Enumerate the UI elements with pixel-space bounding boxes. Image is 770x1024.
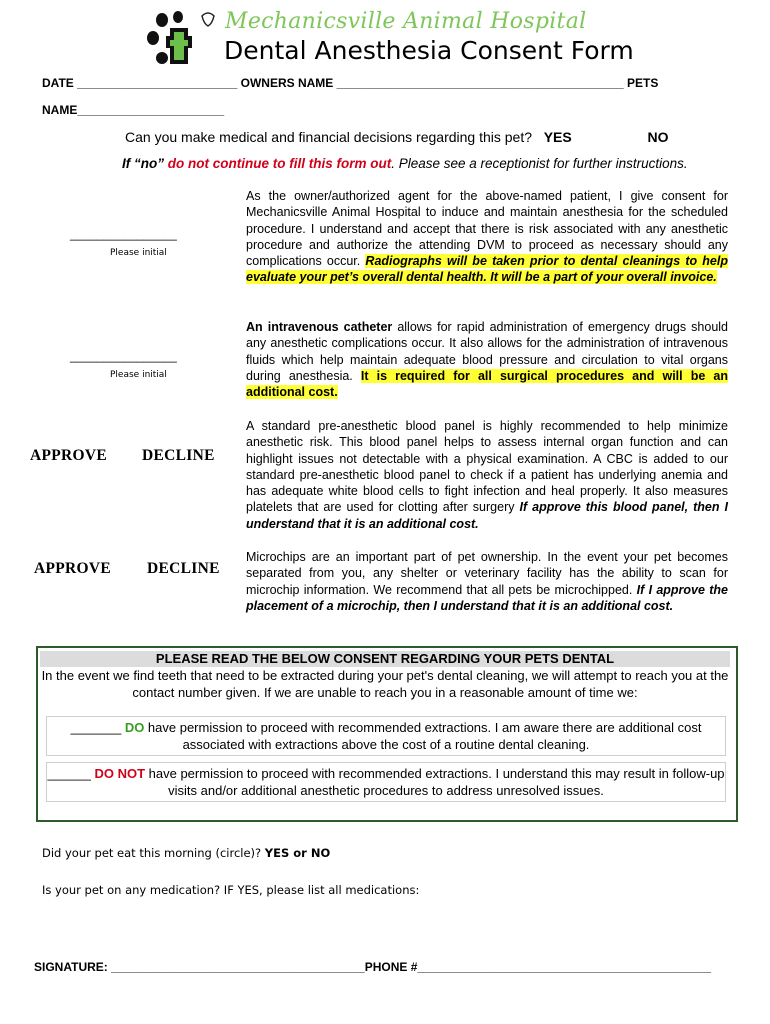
microchip-cost-notice: If I approve the placement of a microchip, then I understand that it is an additional cost. (246, 582, 728, 613)
medications-question: Is your pet on any medication? IF YES, please list all medications: (42, 883, 420, 897)
bloodpanel-approve[interactable]: APPROVE (30, 447, 108, 464)
decision-no[interactable]: NO (647, 129, 669, 145)
microchip-approve[interactable]: APPROVE (34, 560, 112, 577)
catheter-text (246, 319, 728, 400)
hospital-name: Mechanicsville Animal Hospital (225, 9, 587, 34)
signature-label: SIGNATURE: (34, 960, 108, 974)
dental-consent-heading: PLEASE READ THE BELOW CONSENT REGARDING YOUR PETS DENTAL (40, 651, 730, 667)
date-label: DATE (42, 76, 74, 90)
decision-question-text: Can you make medical and financial decisions regarding this pet? (125, 129, 533, 145)
extraction-do-not-option (46, 762, 726, 802)
phone-field[interactable]: ____________________________________________ (417, 960, 712, 974)
if-no-suffix: . Please see a receptionist for further instructions. (391, 156, 688, 171)
owners-name-field[interactable]: ___________________________________________ (336, 76, 624, 90)
microchip-body: Microchips are an important part of pet ownership. In the event your pet becomes separated from you, any shelter or veterinary facility has the ability to scan for microchip information. We recommend that all pets be microchipped. (246, 550, 728, 597)
decision-yes[interactable]: YES (543, 129, 572, 145)
name-label: NAME (42, 103, 78, 117)
if-no-prefix: If “no” (122, 156, 168, 171)
bloodpanel-cost-notice: If approve this blood panel, then I understand that it is an additional cost. (246, 500, 728, 531)
pet-ate-text: Did your pet eat this morning (circle)? (42, 846, 265, 860)
if-no-warning: do not continue to fill this form out (167, 156, 392, 171)
extraction-do-initial-field[interactable]: _______ (70, 720, 122, 735)
pet-ate-options[interactable]: YES or NO (264, 846, 331, 860)
extraction-do-text: have permission to proceed with recommended extractions. I am aware there are additional cost associated with extractions above the cost of a routine dental cleaning. (144, 720, 702, 752)
phone-label: PHONE # (364, 960, 418, 974)
pet-name-row (42, 103, 224, 117)
microchip-decline[interactable]: DECLINE (147, 560, 220, 577)
owners-name-label: OWNERS NAME (240, 76, 334, 90)
extraction-do-option (46, 716, 726, 756)
signature-row (34, 960, 754, 974)
pets-label: PETS (626, 76, 659, 90)
extraction-do-not-initial-field[interactable]: ______ (47, 766, 91, 781)
initial-field-2[interactable]: ________________ (70, 349, 177, 363)
extraction-do-not-label: DO NOT (94, 766, 146, 781)
anesthesia-body: As the owner/authorized agent for the above-named patient, I give consent for Mechanicsville Animal Hospital to induce and maintain anesthesia for the scheduled procedure. I understand and accept that there is risk associated with any anesthetic procedure and authorize the attending DVM to proceed as necessary should any complications occur. (246, 189, 728, 269)
initial-field-1[interactable]: ________________ (70, 227, 177, 241)
extraction-do-not-text: have permission to proceed with recommended extractions. I understand this may result in follow-up visits and/or additional anesthetic procedures to address unresolved issues. (145, 766, 725, 798)
catheter-body: allows for rapid administration of emergency drugs should any anesthetic complications occur. It also allows for the administration of intravenous fluids which help maintain adequate blood pressure and circulation to vital organs during anesthesia. (246, 320, 729, 383)
microchip-text (246, 549, 728, 614)
catheter-lead: An intravenous catheter (246, 320, 393, 334)
date-owner-row (42, 76, 742, 90)
hospital-logo (140, 8, 220, 68)
anesthesia-consent-text (246, 188, 728, 286)
date-field[interactable]: ________________________ (77, 76, 238, 90)
catheter-required-notice: It is required for all surgical procedures and will be an additional cost. (246, 368, 728, 400)
pet-ate-question (42, 846, 330, 860)
extraction-do-label: DO (124, 720, 145, 735)
initial-label-1: Please initial (110, 248, 167, 258)
form-title: Dental Anesthesia Consent Form (224, 36, 634, 65)
initial-label-2: Please initial (110, 370, 167, 380)
bloodpanel-text (246, 418, 728, 532)
if-no-instruction (122, 156, 688, 171)
radiographs-notice: Radiographs will be taken prior to dental cleanings to help evaluate your pet’s overall dental health. It will be a part of your overall invoice. (246, 254, 728, 285)
signature-field[interactable]: ______________________________________ (111, 960, 365, 974)
bloodpanel-body: A standard pre-anesthetic blood panel is highly recommended to help minimize anesthetic risk. This blood panel helps to assess internal organ function and can highlight issues not detectable with a physical examination. A CBC is added to our standard pre-anesthetic blood panel to check if a patient has underlying anemia and has adequate white blood cells to fight infection and heal properly. It also measures platelets that are used for clotting after surgery (246, 419, 728, 515)
decision-question (125, 129, 668, 145)
bloodpanel-decline[interactable]: DECLINE (142, 447, 215, 464)
pet-name-field[interactable]: ______________________ (77, 103, 225, 117)
dental-consent-intro: In the event we find teeth that need to be extracted during your pet's dental cleaning, we will attempt to reach you at the contact number given. If we are unable to reach you in a reasonable amount of time we: (41, 668, 729, 700)
